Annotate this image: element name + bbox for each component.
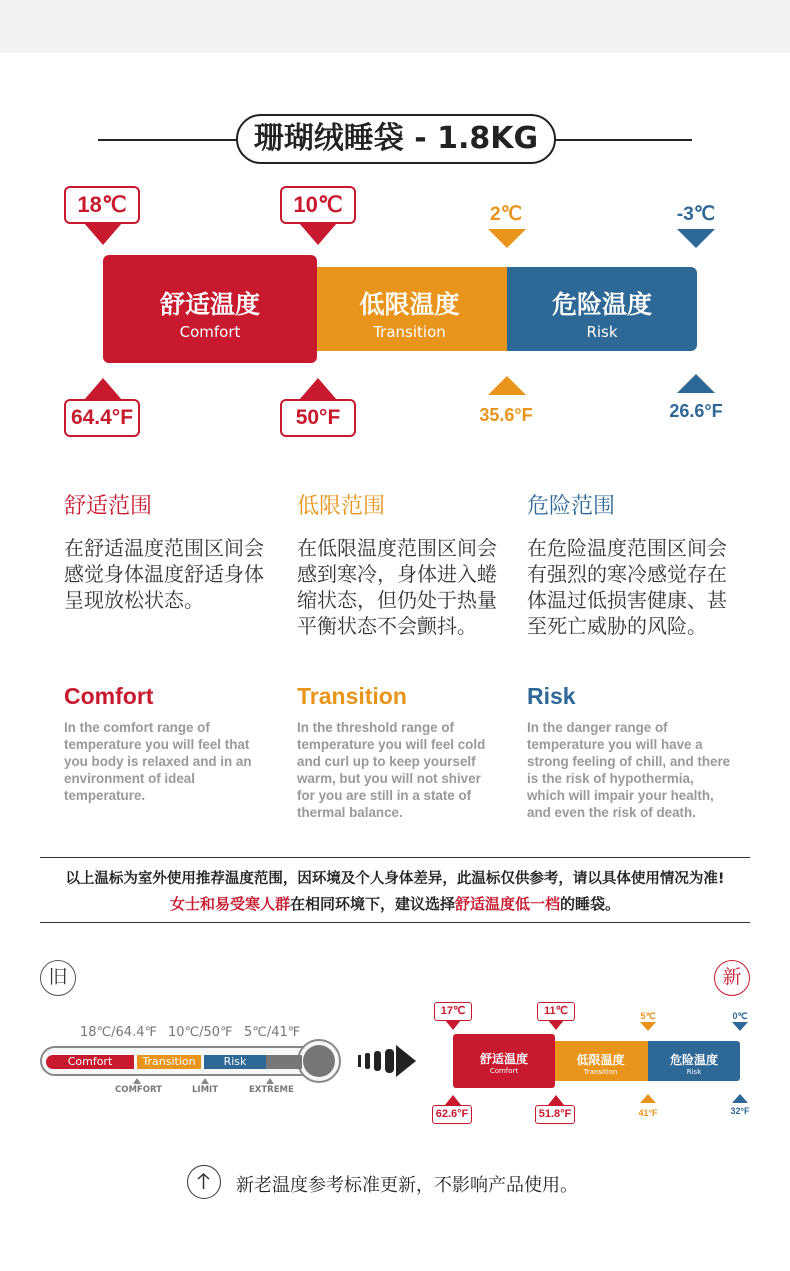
segment-transition (312, 267, 507, 351)
transition-title-en: Transition (297, 683, 407, 709)
notice-mid: 在相同环境下，建议选择 (289, 895, 455, 913)
transition-title-cn: 低限范围 (297, 494, 386, 519)
old-bar-comfort: Comfort (46, 1055, 134, 1069)
marker-down-transition (299, 223, 337, 245)
new-segment-comfort-en: Comfort (489, 1067, 519, 1075)
new-segment-risk (648, 1041, 740, 1081)
marker-down-comfort (84, 223, 122, 245)
new-segment-transition (553, 1041, 648, 1081)
temp-badge-transition-c: 10℃ (280, 186, 356, 224)
new-marker-down-risk-end (732, 1022, 748, 1031)
notice-end: 的睡袋。 (560, 895, 621, 913)
temp-badge-transition-f: 50°F (280, 399, 356, 437)
new-tag: 新 (714, 960, 750, 996)
page-title: 珊瑚绒睡袋 - 1.8KG (236, 114, 556, 164)
old-marker-limit-label: LIMIT (192, 1085, 218, 1095)
old-label-comfort: 18℃/64.4℉ (80, 1025, 157, 1040)
old-bar-fill (266, 1055, 302, 1069)
new-segment-comfort-cn: 舒适温度 (479, 1052, 528, 1066)
notice-line-1: 以上温标为室外使用推荐温度范围，因环境及个人身体差异，此温标仅供参考，请以具体使用情况为准! (65, 871, 725, 887)
old-tag: 旧 (40, 960, 76, 996)
segment-transition-en: Transition (373, 323, 446, 341)
new-marker-down-transition (548, 1020, 564, 1030)
new-segment-transition-en: Transition (583, 1068, 618, 1076)
new-marker-down-risk-start (640, 1022, 656, 1031)
arrow-right-icon (356, 1043, 416, 1079)
old-label-extreme: 5℃/41℉ (244, 1025, 301, 1040)
new-badge-comfort-f: 62.6°F (432, 1105, 472, 1124)
title-right-rule (554, 139, 692, 141)
risk-body-en: In the danger range of temperature you will have a strong feeling of chill, and there is the risk of hypothermia, which will impair your health, and even the risk of death. (527, 720, 731, 820)
comfort-title-en: Comfort (64, 683, 154, 709)
thermometer-bulb-fill (303, 1045, 335, 1077)
title-left-rule (98, 139, 238, 141)
marker-up-transition (299, 378, 337, 400)
marker-up-risk-end (677, 374, 715, 393)
up-arrow-icon (187, 1165, 221, 1199)
segment-comfort (103, 255, 317, 363)
new-label-risk-start-f: 41°F (638, 1108, 658, 1118)
comfort-title-cn: 舒适范围 (64, 494, 153, 519)
notice-top-rule (40, 857, 750, 858)
temp-label-risk-end-f: 26.6°F (669, 401, 723, 421)
temp-label-risk-start-f: 35.6°F (479, 405, 533, 425)
old-bar-transition: Transition (137, 1055, 201, 1069)
marker-up-risk-start (488, 376, 526, 395)
new-label-risk-end-c: 0℃ (732, 1011, 748, 1021)
transition-body-en: In the threshold range of temperature you will feel cold and curl up to keep yourself warm, but you will not shiver for you are still in a state of thermal balance. (297, 720, 486, 820)
new-badge-comfort-c: 17℃ (434, 1002, 472, 1021)
transition-body-cn: 在低限温度范围区间会感到寒冷，身体进入蜷缩状态，但仍处于热量平衡状态不会颤抖。 (297, 536, 497, 638)
new-segment-transition-cn: 低限温度 (576, 1053, 625, 1067)
new-marker-down-comfort (445, 1020, 461, 1030)
new-marker-up-risk-start (640, 1094, 656, 1103)
new-marker-up-transition (548, 1095, 564, 1105)
marker-up-comfort (84, 378, 122, 400)
old-marker-limit (201, 1078, 209, 1084)
risk-title-cn: 危险范围 (527, 494, 616, 519)
segment-risk-en: Risk (586, 323, 618, 341)
marker-down-risk-end (677, 229, 715, 248)
old-marker-comfort-label: COMFORT (115, 1085, 162, 1095)
notice-line-2 (0, 893, 790, 914)
segment-risk (507, 267, 697, 351)
comfort-body-cn: 在舒适温度范围区间会感觉身体温度舒适身体呈现放松状态。 (64, 536, 264, 612)
notice-bottom-rule (40, 922, 750, 923)
old-bar-risk: Risk (204, 1055, 266, 1069)
comfort-body-en: In the comfort range of temperature you will feel that you body is relaxed and in an environment of ideal temperature. (64, 720, 252, 803)
old-marker-extreme (266, 1078, 274, 1084)
temp-label-risk-start-c: 2℃ (490, 204, 522, 225)
new-segment-comfort (453, 1034, 555, 1088)
notice-red-1: 女士和易受寒人群 (169, 895, 290, 913)
old-marker-comfort (133, 1078, 141, 1084)
risk-body-cn: 在危险温度范围区间会有强烈的寒冷感觉存在体温过低损害健康、甚至死亡威胁的风险。 (527, 536, 727, 638)
segment-comfort-en: Comfort (179, 323, 241, 341)
temp-badge-comfort-f: 64.4°F (64, 399, 140, 437)
new-label-risk-start-c: 5℃ (640, 1011, 656, 1021)
new-label-risk-end-f: 32°F (730, 1106, 750, 1116)
old-marker-extreme-label: EXTREME (249, 1085, 294, 1095)
top-gray-band (0, 0, 790, 53)
new-marker-up-risk-end (732, 1094, 748, 1103)
footer-text: 新老温度参考标准更新，不影响产品使用。 (236, 1175, 578, 1196)
old-label-limit: 10℃/50℉ (168, 1025, 233, 1040)
new-segment-risk-en: Risk (686, 1068, 702, 1076)
segment-risk-cn: 危险温度 (551, 290, 652, 319)
temp-badge-comfort-c: 18℃ (64, 186, 140, 224)
risk-title-en: Risk (527, 683, 576, 709)
notice-red-2: 舒适温度低一档 (455, 895, 561, 913)
segment-comfort-cn: 舒适温度 (159, 290, 260, 319)
temp-label-risk-end-c: -3℃ (676, 204, 716, 225)
new-badge-transition-f: 51.8°F (535, 1105, 575, 1124)
new-badge-transition-c: 11℃ (537, 1002, 575, 1021)
new-marker-up-comfort (445, 1095, 461, 1105)
new-segment-risk-cn: 危险温度 (669, 1053, 718, 1067)
segment-transition-cn: 低限温度 (359, 290, 460, 319)
marker-down-risk-start (488, 229, 526, 248)
